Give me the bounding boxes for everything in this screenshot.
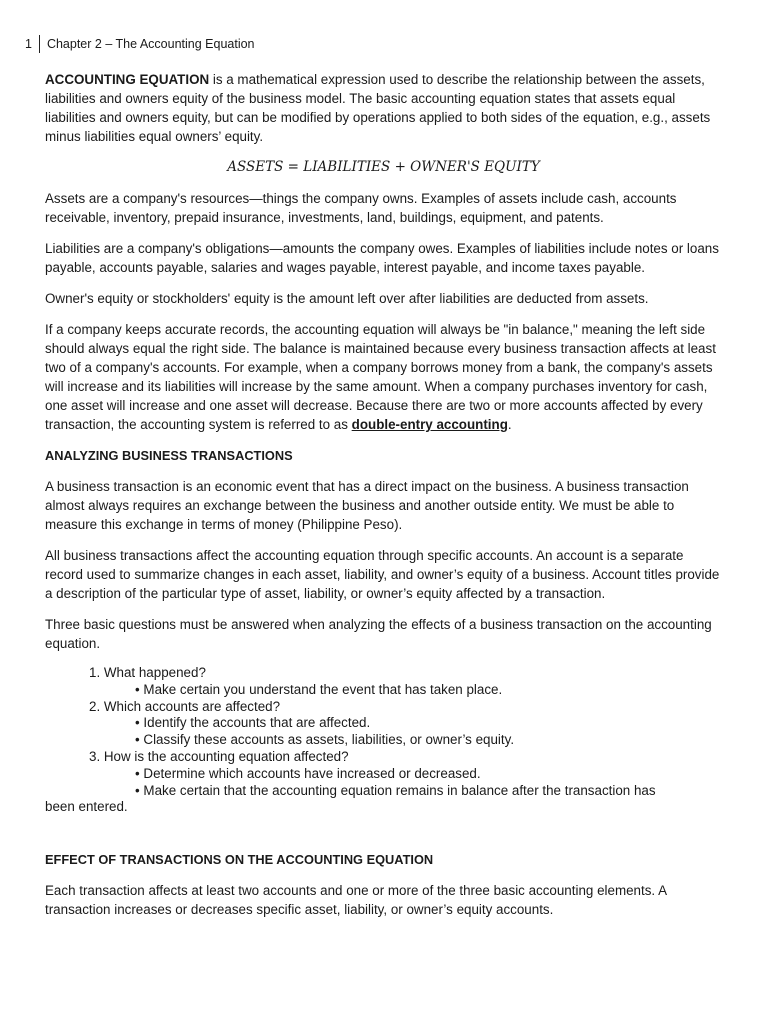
intro-paragraph	[45, 70, 722, 146]
accounting-equation: ASSETS = LIABILITIES + OWNER'S EQUITY	[227, 159, 540, 175]
list-item: • Make certain that the accounting equation remains in balance after the transaction has	[135, 782, 656, 798]
liabilities-paragraph: Liabilities are a company's obligations—amounts the company owes. Examples of liabilities include notes or loans payable, accounts payable, salaries and wages payable, interest payable, and income taxes payable.	[45, 241, 719, 275]
header-divider	[39, 35, 40, 53]
double-entry-link[interactable]: double-entry accounting	[351, 417, 508, 432]
questions-paragraph: Three basic questions must be answered when analyzing the effects of a business transaction on the accounting equation.	[45, 617, 712, 651]
balance-text: If a company keeps accurate records, the accounting equation will always be "in balance," meaning the left side should always equal the right side. The balance is maintained because every business transaction affects at least two of a company's accounts. For example, when a company borrows money from a bank, the company's assets will increase and its liabilities will increase by the same amount. When a company purchases inventory for cash, one asset will increase and one asset will decrease. Because there are two or more accounts affected by every transaction, the accounting system is referred to as	[45, 322, 716, 432]
accounts-paragraph: All business transactions affect the accounting equation through specific accounts. An account is a separate record used to summarize changes in each asset, liability, and owner’s equity of a business. Account titles provide a description of the particular type of asset, liability, or owner’s equity affected by a transaction.	[45, 548, 720, 601]
spacer	[45, 830, 722, 848]
list-item: • Identify the accounts that are affected.	[135, 715, 371, 731]
equity-paragraph: Owner's equity or stockholders' equity is the amount left over after liabilities are deducted from assets.	[45, 291, 649, 306]
assets-paragraph: Assets are a company's resources—things the company owns. Examples of assets include cash, accounts receivable, inventory, prepaid insurance, investments, land, buildings, equipment, and patents.	[45, 191, 677, 225]
questions-list	[45, 665, 722, 816]
list-item: • Classify these accounts as assets, liabilities, or owner’s equity.	[135, 732, 515, 748]
list-item: • Make certain you understand the event that has taken place.	[135, 681, 503, 697]
heading-analyzing-transactions: ANALYZING BUSINESS TRANSACTIONS	[45, 448, 293, 463]
balance-paragraph	[45, 320, 722, 434]
intro-term: ACCOUNTING EQUATION	[45, 72, 210, 87]
effect-paragraph: Each transaction affects at least two accounts and one or more of the three basic accounting elements. A transaction increases or decreases specific asset, liability, or owner’s equity accounts.	[45, 883, 667, 918]
chapter-title: Chapter 2 – The Accounting Equation	[46, 37, 255, 51]
list-item: 3. How is the accounting equation affected?	[89, 748, 349, 764]
balance-end: .	[507, 417, 512, 432]
document-body	[45, 70, 722, 931]
page-number: 1	[25, 37, 32, 51]
transaction-paragraph: A business transaction is an economic event that has a direct impact on the business. A business transaction almost always requires an exchange between the business and another outside entity. We must be able to measure this exchange in terms of money (Philippine Peso).	[45, 479, 689, 532]
list-item: • Determine which accounts have increased or decreased.	[135, 765, 481, 781]
heading-effect-of-transactions: EFFECT OF TRANSACTIONS ON THE ACCOUNTING EQUATION	[45, 852, 434, 868]
list-item: been entered.	[45, 799, 128, 815]
page-header	[25, 35, 255, 53]
list-item: 2. Which accounts are affected?	[89, 698, 281, 714]
list-item: 1. What happened?	[89, 665, 206, 680]
intro-text: is a mathematical expression used to describe the relationship between the assets, liabilities and owners equity of the business model. The basic accounting equation states that assets equal liabilities and owners equity, but can be modified by operations applied to both sides of the equation, e.g., assets minus liabilities equal owners’ equity.	[45, 72, 711, 144]
